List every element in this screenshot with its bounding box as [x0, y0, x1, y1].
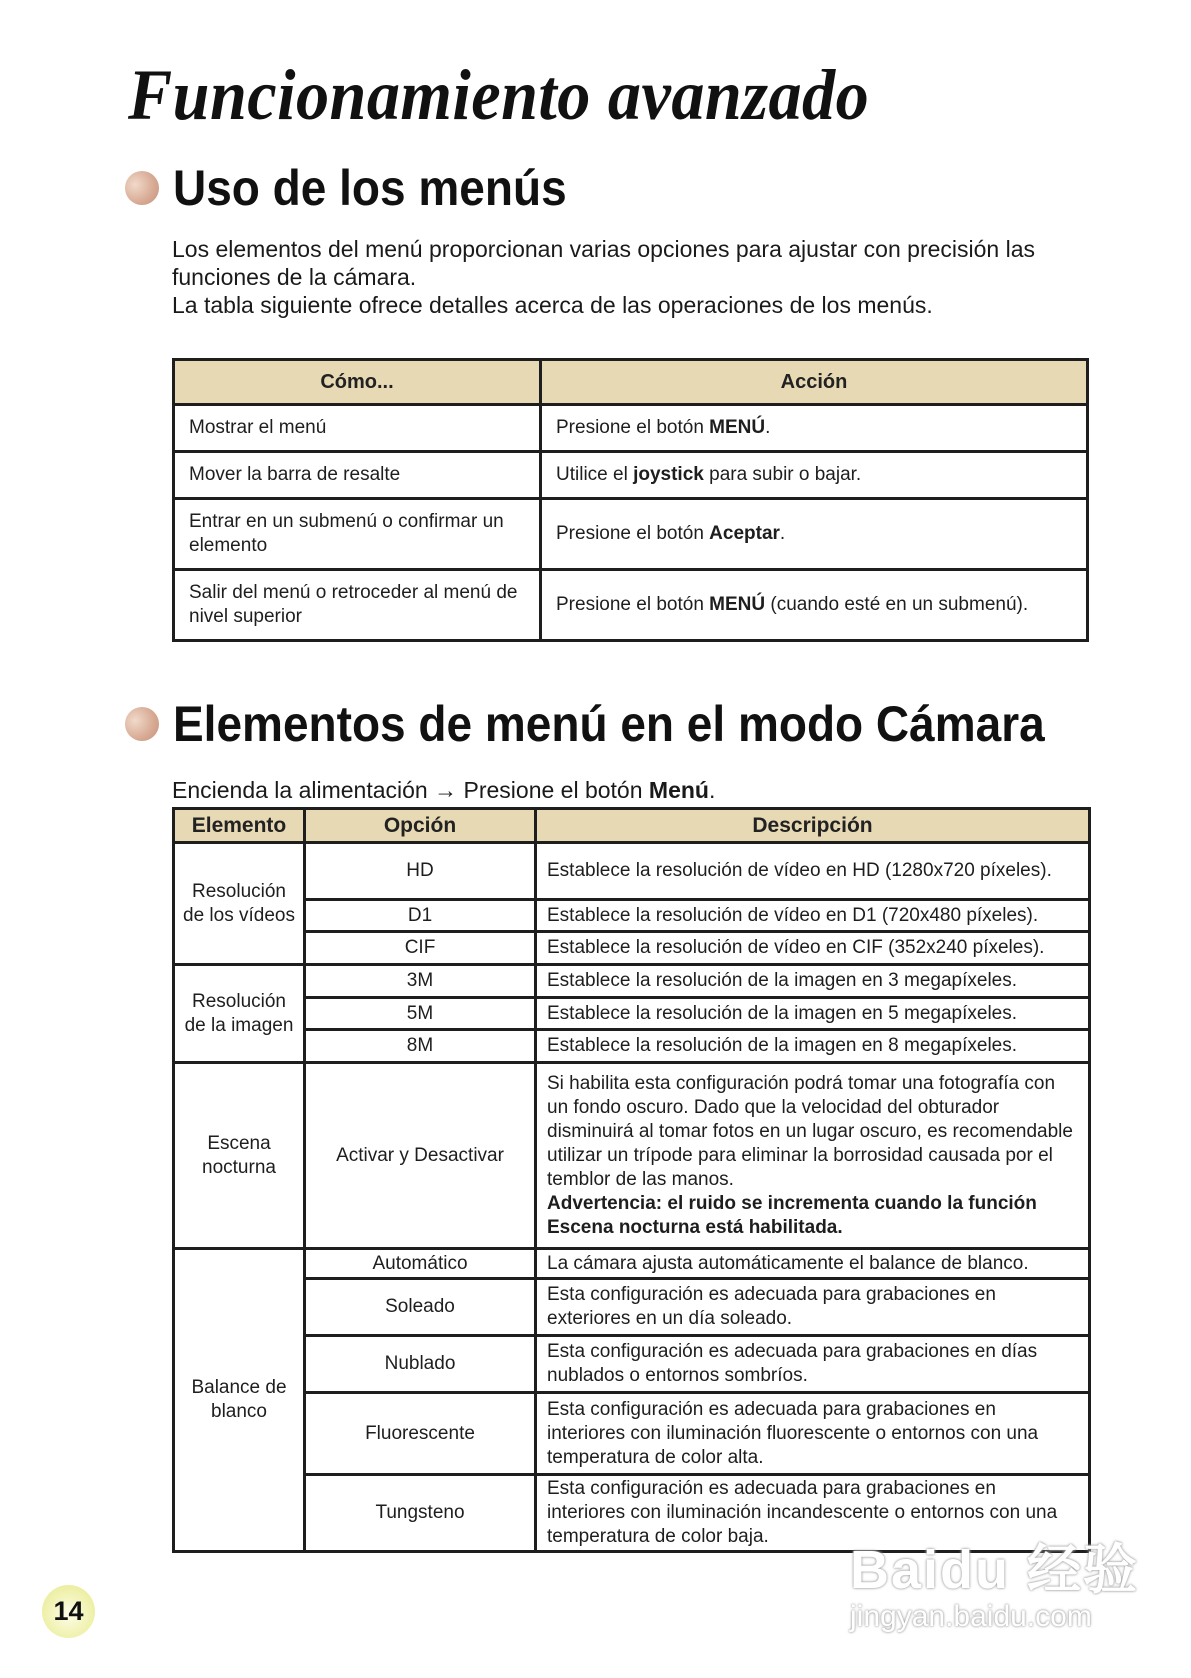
action-text: Presione el botón	[556, 523, 710, 544]
baidu-watermark	[850, 1540, 1150, 1650]
action-text: para subir o bajar.	[703, 464, 862, 485]
page-number: 14	[53, 1596, 84, 1626]
table-row	[174, 1279, 1090, 1336]
section-heading-text: Elementos de menú en el modo Cámara	[173, 696, 1045, 752]
element-cell: Escena nocturna	[174, 1063, 305, 1249]
option-cell: 5M	[305, 998, 536, 1030]
action-key: joystick	[633, 464, 704, 485]
camera-menu-items-table	[172, 807, 1091, 1553]
table-row	[174, 1249, 1090, 1279]
action-key: MENÚ	[709, 594, 766, 615]
header-option: Opción	[305, 809, 536, 843]
how-cell: Salir del menú o retroceder al menú de nivel superior	[174, 570, 541, 641]
warning-text: Advertencia: el ruido se incrementa cuando la función Escena nocturna está habilitada.	[547, 1192, 1037, 1238]
description-cell: Establece la resolución de la imagen en 8 megapíxeles.	[536, 1030, 1090, 1063]
description-cell: La cámara ajusta automáticamente el balance de blanco.	[536, 1249, 1090, 1279]
bullet-circle-icon	[125, 171, 159, 205]
table-row	[174, 932, 1090, 965]
table-header-row	[174, 360, 1088, 405]
header-description: Descripción	[536, 809, 1090, 843]
header-element: Elemento	[174, 809, 305, 843]
option-cell: CIF	[305, 932, 536, 965]
option-cell: 8M	[305, 1030, 536, 1063]
intro-line: Los elementos del menú proporcionan varias opciones para ajustar con precisión las	[172, 236, 1035, 262]
action-text: .	[765, 417, 771, 438]
table-row	[174, 965, 1090, 998]
description-cell: Establece la resolución de la imagen en 3 megapíxeles.	[536, 965, 1090, 998]
table-row	[174, 1336, 1090, 1393]
option-cell: Tungsteno	[305, 1475, 536, 1552]
action-cell	[541, 499, 1088, 570]
action-text: Utilice el	[556, 464, 634, 485]
intro-line: La tabla siguiente ofrece detalles acerca de las operaciones de los menús.	[172, 292, 933, 318]
watermark-logo-text: Baidu 经验	[850, 1540, 1140, 1600]
table-row	[174, 1063, 1090, 1249]
element-cell: Balance de blanco	[174, 1249, 305, 1552]
page-title: Funcionamiento avanzado	[128, 55, 870, 135]
option-cell: Soleado	[305, 1279, 536, 1336]
description-cell: Establece la resolución de vídeo en CIF (352x240 píxeles).	[536, 932, 1090, 965]
element-cell: Resolución de los vídeos	[174, 843, 305, 965]
option-cell: Activar y Desactivar	[305, 1063, 536, 1249]
intro-key: Menú	[648, 777, 709, 803]
section1-intro	[172, 235, 1102, 319]
action-cell	[541, 570, 1088, 641]
action-cell	[541, 452, 1088, 499]
option-cell: 3M	[305, 965, 536, 998]
how-cell: Mostrar el menú	[174, 405, 541, 452]
table-row	[174, 998, 1090, 1030]
table-row	[174, 900, 1090, 932]
element-cell: Resolución de la imagen	[174, 965, 305, 1063]
table-row	[174, 452, 1088, 499]
intro-text: Encienda la alimentación → Presione el botón	[172, 777, 649, 803]
table-row	[174, 843, 1090, 900]
description-text: Si habilita esta configuración podrá tomar una fotografía con un fondo oscuro. Dado que la velocidad del obturador disminuirá al tomar fotos en un lugar oscuro, es recomendable utilizar un trípode para eliminar la borrosidad causada por el temblor de las manos.	[547, 1072, 1073, 1190]
table-row	[174, 570, 1088, 641]
option-cell: Nublado	[305, 1336, 536, 1393]
intro-text: .	[708, 777, 716, 803]
option-cell: Fluorescente	[305, 1393, 536, 1475]
option-cell: HD	[305, 843, 536, 900]
action-text: (cuando esté en un submenú).	[765, 594, 1029, 615]
menu-operations-table	[172, 358, 1089, 642]
section2-intro	[172, 776, 1102, 804]
table-row	[174, 1475, 1090, 1552]
header-action: Acción	[541, 360, 1088, 405]
option-cell: D1	[305, 900, 536, 932]
table-header-row	[174, 809, 1090, 843]
intro-line: funciones de la cámara.	[172, 264, 417, 290]
how-cell: Mover la barra de resalte	[174, 452, 541, 499]
watermark-url: jingyan.baidu.com	[850, 1600, 1092, 1633]
action-text: .	[779, 523, 786, 544]
action-key: MENÚ	[709, 417, 766, 438]
section-heading-menus	[125, 160, 601, 216]
description-cell: Establece la resolución de la imagen en 5 megapíxeles.	[536, 998, 1090, 1030]
option-cell: Automático	[305, 1249, 536, 1279]
action-cell	[541, 405, 1088, 452]
description-cell: Esta configuración es adecuada para grabaciones en interiores con iluminación incandescente o entornos con una temperatura de color baja.	[536, 1475, 1090, 1552]
table-row	[174, 1030, 1090, 1063]
table-row	[174, 405, 1088, 452]
action-text: Presione el botón	[556, 594, 710, 615]
description-cell: Establece la resolución de vídeo en HD (1280x720 píxeles).	[536, 843, 1090, 900]
description-cell: Esta configuración es adecuada para grabaciones en días nublados o entornos sombríos.	[536, 1336, 1090, 1393]
bullet-circle-icon	[125, 707, 159, 741]
description-cell	[536, 1063, 1090, 1249]
header-how: Cómo...	[174, 360, 541, 405]
description-cell: Establece la resolución de vídeo en D1 (720x480 píxeles).	[536, 900, 1090, 932]
section-heading-text: Uso de los menús	[173, 160, 567, 216]
description-cell: Esta configuración es adecuada para grabaciones en interiores con iluminación fluorescente o entornos con una temperatura de color alta.	[536, 1393, 1090, 1475]
page-number-badge	[42, 1585, 95, 1638]
description-cell: Esta configuración es adecuada para grabaciones en exteriores en un día soleado.	[536, 1279, 1090, 1336]
table-row	[174, 1393, 1090, 1475]
section-heading-camera-menu	[125, 696, 1121, 752]
how-cell: Entrar en un submenú o confirmar un elemento	[174, 499, 541, 570]
table-row	[174, 499, 1088, 570]
action-key: Aceptar	[709, 523, 780, 544]
action-text: Presione el botón	[556, 417, 710, 438]
